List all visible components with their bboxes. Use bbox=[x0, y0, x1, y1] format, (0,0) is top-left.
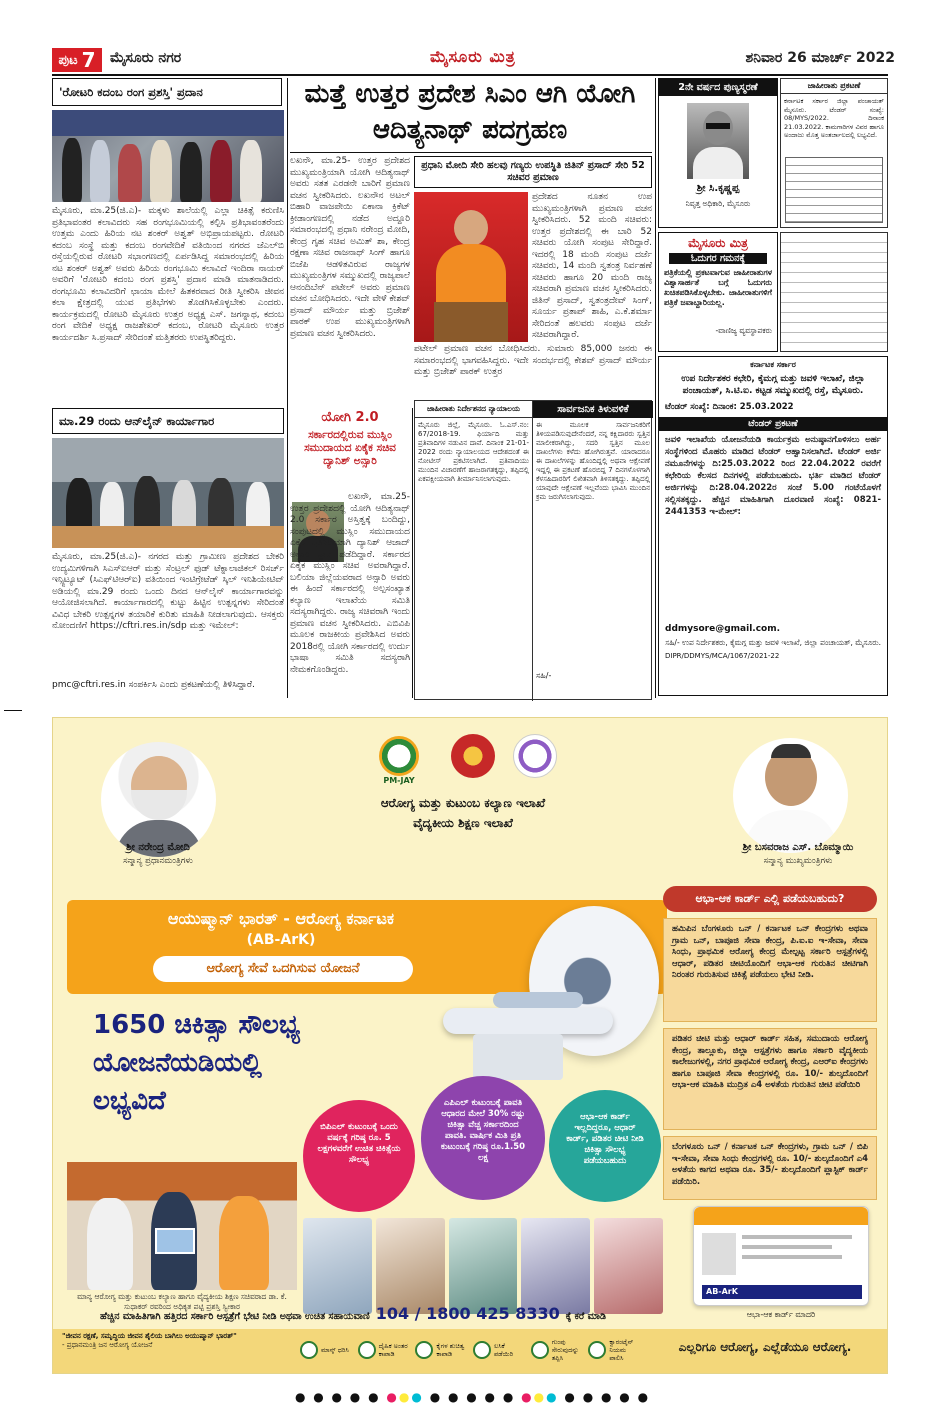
notices-box bbox=[414, 400, 652, 700]
award-ceremony-photo bbox=[67, 1162, 297, 1290]
lead-subhead bbox=[414, 156, 652, 188]
zp-tender-table-2 bbox=[780, 232, 888, 352]
treatment-photo-1 bbox=[303, 1218, 372, 1314]
covid-icon-vaccine-label: ಲಸಿಕೆ ಪಡೆಯಿರಿ bbox=[494, 1342, 513, 1358]
card-photo bbox=[702, 1233, 736, 1275]
pm-title: ಸನ್ಮಾನ್ಯ ಪ್ರಧಾನಮಂತ್ರಿಗಳು bbox=[123, 856, 193, 866]
lead-headline: ಮತ್ತೆ ಉತ್ತರ ಪ್ರದೇಶ ಸಿಎಂ ಆಗಿ ಯೋಗಿ ಆದಿತ್ಯನಾಥ್ ಪದಗ್ರಹಣ bbox=[304, 79, 636, 145]
covid-icon-crowd-label: ಗುಂಪು ಸೇರುವುದನ್ನು ತಪ್ಪಿಸಿ bbox=[551, 1338, 579, 1362]
zp-tender-table bbox=[785, 157, 883, 223]
legal-notice-title: ಜಾಹೀರಾತು ನಿರ್ದೇಶನದ ನ್ಯಾಯಾಲಯ bbox=[415, 401, 532, 418]
left-headline-1-text: 'ರೋಟರಿ ಕದಂಬ ರಂಗ ಪ್ರಶಸ್ತಿ' ಪ್ರದಾನ bbox=[59, 85, 203, 99]
hand-wash-icon bbox=[415, 1341, 433, 1359]
where-question: ಆಭಾ-ಆಕ ಕಾರ್ಡ್ ಎಲ್ಲಿ ಪಡೆಯಬಹುದು? bbox=[663, 886, 877, 912]
obituary-note: ನಿವೃತ್ತ ಅಧಿಕಾರಿ, ಮೈಸೂರು bbox=[685, 199, 751, 208]
zp-tender-title: ಜಾಹೀರಾತು ಪ್ರಕಟಣೆ bbox=[781, 79, 887, 94]
pm-jay-logo bbox=[367, 736, 431, 788]
yogi-box-header bbox=[290, 410, 410, 490]
left-headline-1 bbox=[52, 78, 282, 106]
dateline: ಶನಿವಾರ 26 ಮಾರ್ಚ್ 2022 bbox=[745, 50, 895, 66]
obituary-name: ಶ್ರೀ ಸಿ.ಕೃಷ್ಣಪ್ಪ bbox=[696, 183, 740, 194]
ad-footer-slogan: ಎಲ್ಲರಿಗೂ ಆರೋಗ್ಯ, ಎಲ್ಲೆಡೆಯೂ ಆರೋಗ್ಯ. bbox=[678, 1340, 852, 1354]
obituary-box bbox=[658, 78, 778, 228]
treatment-photo-3 bbox=[449, 1218, 518, 1314]
lead-caption: ಪಟೇಲ್ ಪ್ರಮಾಣ ವಚನ ಬೋಧಿಸಿದರು. ಸುಮಾರು 85,000 ಜನರು ಈ ಸಮಾರಂಭದಲ್ಲಿ ಭಾಗವಹಿಸಿದ್ದರು. ಇದೇ ಸಂದರ್ಭದಲ್ಲಿ ಕೇಶವ್ ಪ್ರಸಾದ್ ಮೌರ್ಯ ಮತ್ತು ಬ್ರಿಜೇಶ್ ಪಾಠಕ್ ಉತ್ತರ bbox=[414, 344, 652, 377]
benefit-circle-apl-text: ಎಪಿಎಲ್ ಕುಟುಂಬಕ್ಕೆ ಪಾವತಿ ಆಧಾರದ ಮೇಲೆ 30% ರಷ್ಟು ಚಿಕಿತ್ಸಾ ವೆಚ್ಚ ಸರ್ಕಾರದಿಂದ ಪಾವತಿ. ವಾರ್ಷಿಕ ಮಿತಿ ಪ್ರತಿ ಕುಟುಂಬಕ್ಕೆ ಗರಿಷ್ಠ ರೂ.1.50 ಲಕ್ಷ bbox=[440, 1098, 526, 1163]
card-footer: AB-ArK bbox=[702, 1285, 862, 1299]
public-notice bbox=[533, 401, 653, 701]
govt-notice-email[interactable]: ddmysore@gmail.com. bbox=[665, 624, 781, 634]
covid-icons-row bbox=[300, 1330, 640, 1370]
ad-dept-1: ಆರೋಗ್ಯ ಮತ್ತು ಕುಟುಂಬ ಕಲ್ಯಾಣ ಇಲಾಖೆ bbox=[380, 796, 546, 810]
scheme-code: (AB-ArK) bbox=[246, 932, 316, 948]
where-option-3: ಬೆಂಗಳೂರು ಒನ್ / ಕರ್ನಾಟಕ ಒನ್ ಕೇಂದ್ರಗಳು, ಗ್ರಾಮ ಒನ್ / ಬಿಪಿ ಇ-ಸೇವಾ, ಸೇವಾ ಸಿಂಧು ಕೇಂದ್ರಗಳಲ್ಲಿ ರೂ. 10/- ಶುಲ್ಕದೊಂದಿಗೆ ಎ4 ಅಳತೆಯ ಕಾಗದ ಅಥವಾ ರೂ. 35/- ಶುಲ್ಕದೊಂದಿಗೆ ಪ್ಲಾಸ್ಟಿಕ್ ಕಾರ್ಡ್ ಪಡೆಯಿರಿ. bbox=[663, 1136, 877, 1200]
govt-notice-header: ಕರ್ನಾಟಕ ಸರ್ಕಾರ bbox=[750, 360, 796, 369]
masthead: ಮೈಸೂರು ಮಿತ್ರ bbox=[430, 47, 516, 66]
benefit-circle-card bbox=[549, 1090, 661, 1202]
footer-quote-source: - ಪ್ರಧಾನಮಂತ್ರಿ ಜನ ಆರೋಗ್ಯ ಯೋಜನೆ bbox=[62, 1341, 153, 1349]
helpline bbox=[100, 1304, 860, 1323]
column-rule-3 bbox=[655, 78, 656, 698]
readers-notice-body: ಪತ್ರಿಕೆಯಲ್ಲಿ ಪ್ರಕಟವಾಗುವ ಜಾಹೀರಾತುಗಳ ವಿಶ್ವಾಸಾರ್ಹತೆ ಬಗ್ಗೆ ಓದುಗರು ಖಚಿತಪಡಿಸಿಕೊಳ್ಳಬೇಕು. ಜಾಹೀರಾತುಗಳಿಗೆ ಪತ್ರಿಕೆ ಜವಾಬ್ದಾರಿಯಲ್ಲ. bbox=[664, 268, 772, 307]
covid-icon-crowd bbox=[531, 1330, 583, 1370]
scheme-title: ಆಯುಷ್ಮಾನ್ ಭಾರತ್ - ಆರೋಗ್ಯ ಕರ್ನಾಟಕ bbox=[167, 909, 395, 928]
cm-title: ಸನ್ಮಾನ್ಯ ಮುಖ್ಯಮಂತ್ರಿಗಳು bbox=[763, 856, 833, 866]
left-article-1-body: ಮೈಸೂರು, ಮಾ.25(ಜಿ.ಎ)- ಮಕ್ಕಳು ಶಾಲೆಯಲ್ಲಿ ಎಲ್ಲಾ ಚಿಕಿತ್ಸೆ ಕರುಣಿಸಿ ಪ್ರತಿಭಾವಂತರ ಕಲಾವಿದರು ಸಹ ರಂಗಭೂಮಿಯಲ್ಲಿ ಕಲ್ಪಿಸಿ ಪ್ರತಿಭಾವಂತರೆಂದು ಉತ್ತಮ ಎಂದು ಹಿರಿಯ ನಟ ಶಂಕರ್ ಅಶ್ವತ್ ಅಭಿಪ್ರಾಯಪಟ್ಟರು. ರೋಟರಿ ಕದಂಬ ಸಂಸ್ಥೆ ಮತ್ತು ಕದಂಬ ರಂಗವೇದಿಕೆ ವತಿಯಿಂದ ನಗರದ ಜೆಎಲ್‌ಬಿ ರಸ್ತೆಯಲ್ಲಿರುವ ರೋಟರಿ ಸಭಾಂಗಣದಲ್ಲಿ ಏರ್ಪಡಿಸಿದ್ದ ಸಮಾರಂಭದಲ್ಲಿ ಹಿರಿಯ ನಟ ಶಂಕರ್ ಅಶ್ವತ್ ಅವರು ಹಿರಿಯ ರಂಗಭೂಮಿ ಕಲಾವಿದೆ ಇಂದಿರಾ ನಾಯರ್ ಅವರಿಗೆ 'ರೋಟರಿ ಕದಂಬ ರಂಗ ಪ್ರಶಸ್ತಿ' ಪ್ರದಾನ ಮಾಡಿ ಮಾತನಾಡಿದರು. ರಂಗಭೂಮಿ ಕಲಾವಿದರಿಗೆ ಛಾಯಾ ಮೇಲೆ ಹಿತಕರವಾದ ರೀತಿ ಸ್ವೀಕರಿಸಿ ಜೀವನ ಕಲಾ ಕ್ಷೇತ್ರದಲ್ಲಿ ಯುವ ಪ್ರತಿಭೆಗಳು ತೊಡಗಿಸಿಕೊಳ್ಳಬೇಕು ಎಂದರು. ಕಾರ್ಯಕ್ರಮದಲ್ಲಿ ರೋಟರಿ ಮೈಸೂರು ಉತ್ತರ ಅಧ್ಯಕ್ಷ ಎಸ್. ಜಗನ್ನಾಥ, ಕದಂಬ ರಂಗ ವೇದಿಕೆ ಅಧ್ಯಕ್ಷ ರಾಜಶೇಖರ್ ಕದಂಬ, ರೋಟರಿ ಮೈಸೂರು ಉತ್ತರ ಕಾರ್ಯದರ್ಶಿ ಸಿ.ಪ್ರಸಾದ್ ಸೇರಿದಂತೆ ಮತ್ತಿತರರು ಉಪಸ್ಥಿತರಿದ್ದರು. bbox=[52, 206, 284, 343]
ad-footer-quote bbox=[62, 1332, 292, 1368]
big-line-2: ಯೋಜನೆಯಡಿಯಲ್ಲಿ bbox=[93, 1048, 262, 1078]
where-option-2: ಪಡಿತರ ಚೀಟಿ ಮತ್ತು ಆಧಾರ್ ಕಾರ್ಡ್ ಸಹಿತ, ಸಮುದಾಯ ಆರೋಗ್ಯ ಕೇಂದ್ರ, ತಾಲ್ಲೂಕು, ಜಿಲ್ಲಾ ಆಸ್ಪತ್ರೆಗಳು ಹಾಗೂ ಸರ್ಕಾರಿ ವೈದ್ಯಕೀಯ ಕಾಲೇಜುಗಳಲ್ಲಿ, ನಗರ ಪ್ರಾಥಮಿಕ ಆರೋಗ್ಯ ಕೇಂದ್ರ, ಎಆರ್‌ಐ ಕೇಂದ್ರಗಳು ಹಾಗೂ ಬಾಪೂಜಿ ಸೇವಾ ಕೇಂದ್ರಗಳಲ್ಲಿ ರೂ. 10/- ಶುಲ್ಕದೊಂದಿಗೆ ಆಭಾ-ಆಕ ಮಾಹಿತಿ ಮುದ್ರಿತ ಎ4 ಅಳತೆಯ ಗುರುತಿನ ಚೀಟಿ ಪಡೆಯಿರಿ bbox=[663, 1028, 877, 1130]
left-article-2-link[interactable]: pmc@cftri.res.in ಸಂಪರ್ಕಿಸಿ ಎಂದು ಪ್ರಕಟಣೆಯಲ್ಲಿ ತಿಳಿಸಿದ್ದಾರೆ. bbox=[52, 680, 255, 690]
pm-jay-label: PM-JAY bbox=[383, 776, 415, 785]
benefit-circle-bpl-text: ಬಿಪಿಎಲ್ ಕುಟುಂಬಕ್ಕೆ ಒಂದು ವರ್ಷಕ್ಕೆ ಗರಿಷ್ಠ ರೂ. 5 ಲಕ್ಷಗಳವರೆಗೆ ಉಚಿತ ಚಿಕಿತ್ಸೆಯ ಸೌಲಭ್ಯ bbox=[317, 1122, 401, 1165]
covid-icon-hands-label: ಕೈಗಳ ಶುಚಿತ್ವ ಕಾಪಾಡಿ bbox=[436, 1342, 465, 1358]
lead-body-left: ಲಖನೌ, ಮಾ.25- ಉತ್ತರ ಪ್ರದೇಶದ ಮುಖ್ಯಮಂತ್ರಿಯಾಗಿ ಯೋಗಿ ಆದಿತ್ಯನಾಥ್ ಅವರು ಸತತ ಎರಡನೇ ಬಾರಿಗೆ ಪ್ರಮಾಣ ವಚನ ಸ್ವೀಕರಿಸಿದರು. ಲಖನೌನ ಅಟಲ್ ಬಿಹಾರಿ ವಾಜಪೇಯಿ ಏಕಾನಾ ಕ್ರಿಕೆಟ್ ಕ್ರೀಡಾಂಗಣದಲ್ಲಿ ನಡೆದ ಅದ್ದೂರಿ ಸಮಾರಂಭದಲ್ಲಿ ಪ್ರಧಾನಿ ನರೇಂದ್ರ ಮೋದಿ, ಕೇಂದ್ರ ಗೃಹ ಸಚಿವ ಅಮಿತ್ ಶಾ, ಕೇಂದ್ರ ರಕ್ಷಣಾ ಸಚಿವ ರಾಜನಾಥ್ ಸಿಂಗ್ ಹಾಗೂ ಬಿಜೆಪಿ ಆಡಳಿತವಿರುವ ರಾಜ್ಯಗಳ ಮುಖ್ಯಮಂತ್ರಿಗಳ ಸಮ್ಮುಖದಲ್ಲಿ ರಾಜ್ಯಪಾಲೆ ಆನಂದಿಬೆನ್ ಪಟೇಲ್ ಅವರು ಪ್ರಮಾಣ ವಚನ ಬೋಧಿಸಿದರು. ಇದೇ ವೇಳೆ ಕೇಶವ್ ಪ್ರಸಾದ್ ಮೌರ್ಯ ಮತ್ತು ಬ್ರಿಜೇಶ್ ಪಾಠಕ್ ಉಪ ಮುಖ್ಯಮಂತ್ರಿಗಳಾಗಿ ಪ್ರಮಾಣ ವಚನ ಸ್ವೀಕರಿಸಿದರು. bbox=[290, 156, 410, 339]
vaccine-icon bbox=[473, 1341, 491, 1359]
obituary-photo bbox=[687, 103, 749, 179]
yogi-box-subtitle: ಸರ್ಕಾರದಲ್ಲಿರುವ ಮುಸ್ಲಿಂ ಸಮುದಾಯದ ಏಕೈಕ ಸಚಿವ ದ್ಯಾನಿಶ್ ಅನ್ಸಾರಿ bbox=[304, 429, 396, 467]
column-rule-1 bbox=[287, 78, 288, 698]
podium bbox=[434, 302, 508, 342]
section-title: ಮೈಸೂರು ನಗರ bbox=[110, 50, 182, 66]
covid-icon-hands bbox=[415, 1330, 467, 1370]
helpline-suffix: ಕ್ಕೆ ಕರೆ ಮಾಡಿ bbox=[565, 1311, 606, 1322]
benefit-circle-bpl bbox=[303, 1100, 415, 1212]
sample-abark-card bbox=[693, 1206, 869, 1306]
public-notice-body: ಈ ಮೂಲಕ ಸಾರ್ವಜನಿಕರಿಗೆ ತಿಳಿಯಪಡಿಸುವುದೇನೆಂದರೆ, ನನ್ನ ಕಕ್ಷಿದಾರರು ಸ್ವತ್ತಿನ ಮಾಲೀಕರಾಗಿದ್ದು, ಸದರಿ ಸ್ವತ್ತಿನ ಮೂಲ ದಾಖಲೆಗಳು ಕಳೆದು ಹೋಗಿರುತ್ತವೆ. ಯಾರಾದರೂ ಈ ದಾಖಲೆಗಳನ್ನು ಹೊಂದಿದ್ದಲ್ಲಿ ಅಥವಾ ಆಕ್ಷೇಪಣೆ ಇದ್ದಲ್ಲಿ ಈ ಪ್ರಕಟಣೆ ಹೊರಬಿದ್ದ 7 ದಿನಗಳೊಳಗಾಗಿ ಕೆಳಸಹಿದಾರರಿಗೆ ಲಿಖಿತವಾಗಿ ತಿಳಿಸತಕ್ಕದ್ದು. ತಪ್ಪಿದಲ್ಲಿ ಯಾವುದೇ ಆಕ್ಷೇಪಣೆ ಇಲ್ಲವೆಂದು ಭಾವಿಸಿ ಮುಂದಿನ ಕ್ರಮ ಜರುಗಿಸಲಾಗುವುದು. bbox=[536, 421, 650, 501]
public-notice-signature: ಸಹಿ/- bbox=[536, 671, 552, 680]
lead-headline-rule bbox=[290, 152, 652, 153]
treatment-photos-strip bbox=[303, 1218, 663, 1314]
readers-notice-masthead: ಮೈಸೂರು ಮಿತ್ರ bbox=[688, 236, 748, 250]
pm-portrait bbox=[101, 742, 216, 857]
legal-notice-body: ಮೈಸೂರು ಜಿಲ್ಲೆ, ಮೈಸೂರು. ಓ.ಎಸ್.ನಂ: 67/2018-19. ಫಿರ್ಯಾದಿ ಮತ್ತು ಪ್ರತಿವಾದಿಗಳ ನಡುವಿನ ದಾವೆ. ದಿನಾಂಕ 21-01-2022 ರಂದು ನ್ಯಾಯಾಲಯದ ಆದೇಶದಂತೆ ಈ ನೋಟೀಸ್ ಪ್ರಕಟಿಸಲಾಗಿದೆ. ಪ್ರತಿವಾದಿಯು ಮುಂದಿನ ವಿಚಾರಣೆಗೆ ಹಾಜರಾಗತಕ್ಕದ್ದು, ತಪ್ಪಿದಲ್ಲಿ ಏಕಪಕ್ಷೀಯವಾಗಿ ತೀರ್ಮಾನಿಸಲಾಗುವುದು. bbox=[418, 421, 529, 483]
left-headline-2 bbox=[52, 408, 284, 434]
covid-icon-distance-label: ದೈಹಿಕ ಅಂತರ ಕಾಪಾಡಿ bbox=[378, 1342, 408, 1358]
scheme-tagline: ಆರೋಗ್ಯ ಸೇವೆ ಒದಗಿಸುವ ಯೋಜನೆ bbox=[153, 956, 413, 982]
footer-quote-text: "ಜೀವನ ರಕ್ಷಣೆ, ಸಮೃದ್ಧಿಯ ಜೀವನ ಶೈಲಿಯ ಬಾಗಿಲು ಅಯುಷ್ಮಾನ್ ಭಾರತ್" bbox=[62, 1332, 237, 1340]
column-rule-2 bbox=[412, 408, 413, 698]
helpline-text: ಹೆಚ್ಚಿನ ಮಾಹಿತಿಗಾಗಿ ಹತ್ತಿರದ ಸರ್ಕಾರಿ ಆಸ್ಪತ್ರೆಗೆ ಭೇಟಿ ನೀಡಿ ಅಥವಾ ಉಚಿತ ಸಹಾಯವಾಣಿ bbox=[100, 1311, 370, 1322]
zp-tender-notice bbox=[780, 78, 888, 228]
yogi-box-body: ಲಖನೌ, ಮಾ.25- ಉತ್ತರ ಪ್ರದೇಶದಲ್ಲಿ ಯೋಗಿ ಆದಿತ್ಯನಾಥ್ 2.0 ಸರ್ಕಾರ ಅಸ್ತಿತ್ವಕ್ಕೆ ಬಂದಿದ್ದು, ಸಂಪುಟದಲ್ಲಿ ಮುಸ್ಲಿಂ ಸಮುದಾಯದ ಏಕೈಕ ಪ್ರತಿನಿಧಿಯಾಗಿ ದ್ಯಾನಿಶ್ ಆಜಾದ್ ಅನ್ಸಾರಿ ಸ್ಥಾನ ಪಡೆದಿದ್ದಾರೆ. ಸರ್ಕಾರದ ಏಕೈಕ ಮುಸ್ಲಿಂ ಸಚಿವ ಅವರಾಗಿದ್ದಾರೆ. ಬಲಿಯಾ ಜಿಲ್ಲೆಯವರಾದ ಅನ್ಸಾರಿ ಅವರು ಈ ಹಿಂದೆ ಸರ್ಕಾರದಲ್ಲಿ ಅಲ್ಪಸಂಖ್ಯಾತ ಕಲ್ಯಾಣ ಇಲಾಖೆಯ ಸಮಿತಿ ಸದಸ್ಯರಾಗಿದ್ದರು. ರಾಜ್ಯ ಸಚಿವರಾಗಿ ಇಂದು ಪ್ರಮಾಣ ವಚನ ಸ್ವೀಕರಿಸಿದರು. ಎಬಿವಿಪಿ ಮೂಲಕ ರಾಜಕೀಯ ಪ್ರವೇಶಿಸಿದ ಅವರು 2018ರಲ್ಲಿ ಯೋಗಿ ಸರ್ಕಾರದಲ್ಲಿ ಉರ್ದು ಭಾಷಾ ಸಮಿತಿ ಸದಸ್ಯರಾಗಿ ನೇಮಕಗೊಂಡಿದ್ದರು. bbox=[290, 492, 410, 675]
govt-tender-notice bbox=[658, 356, 888, 696]
zp-tender-body: ಕರ್ನಾಟಕ ಸರ್ಕಾರ ಜಿಲ್ಲಾ ಪಂಚಾಯತ್ ಮೈಸೂರು. ಟೆಂಡರ್ ಸಂಖ್ಯೆ: 08/MYS/2022. ದಿನಾಂಕ 21.03.2022. ಕಾಮಗಾರಿಗಳ ವಿವರ ಹಾಗೂ ಅಂದಾಜು ಮೊತ್ತ ಅಂತರ್ಜಾಲದಲ್ಲಿ ಲಭ್ಯವಿದೆ. bbox=[784, 97, 884, 139]
readers-notice-box bbox=[658, 232, 778, 352]
rotary-award-photo bbox=[52, 110, 284, 202]
karnataka-emblem bbox=[451, 734, 495, 778]
govt-notice-code: DIPR/DDMYS/MCA/1067/2021-22 bbox=[665, 652, 780, 660]
lead-body-right: ಪ್ರದೇಶದ ನೂತನ ಉಪ ಮುಖ್ಯಮಂತ್ರಿಗಳಾಗಿ ಪ್ರಮಾಣ ವಚನ ಸ್ವೀಕರಿಸಿದರು. 52 ಮಂದಿ ಸಚಿವರು: ಉತ್ತರ ಪ್ರದೇಶದಲ್ಲಿ ಈ ಬಾರಿ 52 ಸಚಿವರು ಯೋಗಿ ಸಂಪುಟ ಸೇರಿದ್ದಾರೆ. ಇದರಲ್ಲಿ 18 ಮಂದಿ ಸಂಪುಟ ದರ್ಜೆ ಸಚಿವರು, 14 ಮಂದಿ ಸ್ವತಂತ್ರ ನಿರ್ವಹಣೆ ಸಚಿವರು ಹಾಗೂ 20 ಮಂದಿ ರಾಜ್ಯ ಸಚಿವರಾಗಿ ಪ್ರಮಾಣ ವಚನ ಸ್ವೀಕರಿಸಿದರು. ಜಿತಿನ್ ಪ್ರಸಾದ್, ಸ್ವತಂತ್ರದೇವ್ ಸಿಂಗ್, ಸೂರ್ಯ ಪ್ರತಾಪ್ ಶಾಹಿ, ಎ.ಕೆ.ಶರ್ಮಾ ಸೇರಿದಂತೆ ಹಲವರು ಸಂಪುಟ ದರ್ಜೆ ಸಚಿವರಾಗಿದ್ದಾರೆ. bbox=[532, 192, 652, 340]
yogi-box-title: ಯೋಗಿ 2.0 bbox=[321, 410, 379, 425]
page-number-badge bbox=[52, 48, 102, 72]
bakery-workshop-photo bbox=[52, 438, 284, 548]
govt-notice-ref: ಟೆಂಡರ್ ಸಂಖ್ಯೆ: ದಿನಾಂಕ: 25.03.2022 bbox=[665, 402, 794, 412]
yogi-oath-photo bbox=[414, 192, 528, 342]
big-line-3: ಲಭ್ಯವಿದೆ bbox=[93, 1086, 166, 1116]
print-registration-dots: ● ● ● ● ● ●●● ● ● ● ● ● ●●● ● ● ● ● ● bbox=[294, 1390, 651, 1404]
govt-notice-dept: ಉಪ ನಿರ್ದೇಶಕರ ಕಛೇರಿ, ಕೈಮಗ್ಗ ಮತ್ತು ಜವಳಿ ಇಲಾಖೆ, ಜಿಲ್ಲಾ ಪಂಚಾಯತ್, ಸಿ.ಟಿ.ಐ. ಕಟ್ಟಡ ಸಮ್ಮುಖದಲ್ಲಿ ರಸ್ತೆ, ಮೈಸೂರು. bbox=[681, 374, 865, 396]
cm-name: ಶ್ರೀ ಬಸವರಾಜ ಎಸ್. ಬೊಮ್ಮಾಯಿ bbox=[742, 842, 854, 853]
left-article-2-body: ಮೈಸೂರು, ಮಾ.25(ಜಿ.ಎ)- ನಗರದ ಮತ್ತು ಗ್ರಾಮೀಣ ಪ್ರದೇಶದ ಬೇಕರಿ ಉದ್ಯಮಿಗಳಿಗಾಗಿ ಸಿಎಸ್ಐಆರ್ ಮತ್ತು ಸೆಂಟ್ರಲ್ ಫುಡ್ ಟೆಕ್ನಾಲಾಜಿಕಲ್ ರಿಸರ್ಚ್ ಇನ್ಸ್ಟಿಟ್ಯೂಟ್ (ಸಿಎಫ್‌ಟಿಆರ್‌ಐ) ವತಿಯಿಂದ ಇಂಟಿಗ್ರೇಟೆಡ್ ಸ್ಕಿಲ್ ಇನಿಶಿಯೇಟಿವ್ ಅಡಿಯಲ್ಲಿ ಮಾ.29 ರಂದು ಒಂದು ದಿನದ ಆನ್‌ಲೈನ್ ಕಾರ್ಯಾಗಾರವನ್ನು ಆಯೋಜಿಸಲಾಗಿದೆ. ಕಾರ್ಯಾಗಾರದಲ್ಲಿ ಕುಟ್ಟು ಹಿಟ್ಟಿನ ಉತ್ಪನ್ನಗಳು ಸೇರಿದಂತೆ ವಿವಿಧ ಬೇಕರಿ ಉತ್ಪನ್ನಗಳ ತಯಾರಿಕೆ ಕುರಿತು ಮಾಹಿತಿ ನೀಡಲಾಗುವುದು. ಆಸಕ್ತರು ನೋಂದಣಿಗೆ https://cftri.res.in/sdp ಮತ್ತು ಇಮೇಲ್: bbox=[52, 552, 284, 631]
page-number: 7 bbox=[81, 48, 96, 72]
margin-mark bbox=[4, 710, 22, 711]
page-label: ಪುಟ bbox=[58, 52, 78, 68]
big-line-1: 1650 ಚಿಕಿತ್ಸಾ ಸೌಲಭ್ಯ bbox=[93, 1010, 301, 1040]
ad-dept-2: ವೈದ್ಯಕೀಯ ಶಿಕ್ಷಣ ಇಲಾಖೆ bbox=[413, 816, 513, 830]
banner-backdrop bbox=[52, 110, 284, 136]
treatment-photo-2 bbox=[376, 1218, 445, 1314]
sample-card-label: ಆಭಾ-ಆಕ ಕಾರ್ಡ್ ಮಾದರಿ bbox=[746, 1310, 816, 1319]
pm-name: ಶ್ರೀ ನರೇಂದ್ರ ಮೋದಿ bbox=[126, 842, 190, 853]
lead-subhead-text: ಪ್ರಧಾನಿ ಮೋದಿ ಸೇರಿ ಹಲವು ಗಣ್ಯರು ಉಪಸ್ಥಿತಿ ಜಿತಿನ್ ಪ್ರಸಾದ್ ಸೇರಿ 52 ಸಚಿವರ ಪ್ರಮಾಣ bbox=[421, 160, 645, 183]
covid-icon-mask-label: ಮಾಸ್ಕ್ ಧರಿಸಿ bbox=[321, 1346, 349, 1354]
covid-icon-quarantine bbox=[588, 1330, 640, 1370]
govt-notice-subhead: ಟೆಂಡರ್ ಪ್ರಕಟಣೆ bbox=[659, 417, 887, 431]
crowd-icon bbox=[531, 1341, 549, 1359]
govt-notice-signature: ಸಹಿ/- ಉಪ ನಿರ್ದೇಶಕರು, ಕೈಮಗ್ಗ ಮತ್ತು ಜವಳಿ ಇಲಾಖೆ, ಜಿಲ್ಲಾ ಪಂಚಾಯತ್, ಮೈಸೂರು. bbox=[665, 638, 881, 647]
where-option-1: ಹಮಿಪಿನ ಬೆಂಗಳೂರು ಒನ್ / ಕರ್ನಾಟಕ ಒನ್ ಕೇಂದ್ರಗಳು ಅಥವಾ ಗ್ರಾಮ ಒನ್, ಬಾಪೂಜಿ ಸೇವಾ ಕೇಂದ್ರ, ಪಿ.ಐ.ಐ ಇ-ಸೇವಾ, ಸೇವಾ ಸಿಂಧು, ಪ್ರಾಥಮಿಕ ಆರೋಗ್ಯ ಕೇಂದ್ರ ಮೇಲ್ಪಟ್ಟ ಸರ್ಕಾರಿ ಆಸ್ಪತ್ರೆಗಳಲ್ಲಿ ಆಧಾರ್, ಪಡಿತರ ಚೀಟಿಯೊಂದಿಗೆ ಆಭಾ-ಆಕ ಗುರುತಿನ ಚೀಟಿಗಾಗಿ ನಿರಂತರ ಗುರುತಿಸುವ ಚಿಕಿತ್ಸೆ ಪಡೆಯಲು ಭೇಟಿ ನೀಡಿ. bbox=[663, 918, 877, 1022]
public-notice-title: ಸಾರ್ವಜನಿಕ ತಿಳುವಳಿಕೆ bbox=[533, 401, 653, 418]
award-plaque bbox=[155, 1228, 195, 1254]
award-photo-caption: ಮಾನ್ಯ ಆರೋಗ್ಯ ಮತ್ತು ಕುಟುಂಬ ಕಲ್ಯಾಣ ಹಾಗೂ ವೈದ್ಯಕೀಯ ಶಿಕ್ಷಣ ಸಚಿವರಾದ ಡಾ. ಕೆ. ಸುಧಾಕರ್ ರವರಿಂದ ಅಧಿಕೃತ ಪಟ್ಟಿ ಪ್ರಶಸ್ತಿ ಸ್ವೀಕಾರ bbox=[77, 1292, 287, 1311]
health-dept-logo bbox=[513, 734, 557, 778]
govt-notice-body: ಜವಳಿ ಇಲಾಖೆಯ ಯೋಜನೆಯಡಿ ಕಾರ್ಯಕ್ರಮ ಅನುಷ್ಠಾನಗೊಳಿಸಲು ಅರ್ಹ ಸಂಸ್ಥೆಗಳಿಂದ ಮೊಹರು ಮಾಡಿದ ಟೆಂಡರ್ ಆಹ್ವಾನಿಸಲಾಗಿದೆ. ಟೆಂಡರ್ ಅರ್ಜಿ ನಮೂನೆಗಳನ್ನು ದಿ:25.03.2022 ರಿಂದ 22.04.2022 ರವರೆಗೆ ಕಛೇರಿಯ ಕೆಲಸದ ದಿನಗಳಲ್ಲಿ ಪಡೆಯಬಹುದು. ಭರ್ತಿ ಮಾಡಿದ ಟೆಂಡರ್ ಅರ್ಜಿಗಳನ್ನು ದಿ:28.04.2022ರ ಸಂಜೆ 5.00 ಗಂಟೆಯೊಳಗೆ ಸಲ್ಲಿಸತಕ್ಕದ್ದು. ಹೆಚ್ಚಿನ ಮಾಹಿತಿಗಾಗಿ ದೂರವಾಣಿ ಸಂಖ್ಯೆ: 0821-2441353 ಇ-ಮೇಲ್: bbox=[665, 435, 881, 517]
ayushman-bharat-ad bbox=[52, 717, 888, 1374]
quarantine-icon bbox=[588, 1341, 606, 1359]
obituary-title: 2ನೇ ವರ್ಷದ ಪುಣ್ಯಸ್ಮರಣೆ bbox=[659, 79, 777, 96]
readers-notice-sign: -ವಾಣಿಜ್ಯ ವ್ಯವಸ್ಥಾಪಕರು bbox=[715, 326, 772, 335]
covid-icon-mask bbox=[300, 1330, 352, 1370]
benefit-circle-apl bbox=[421, 1076, 545, 1200]
ct-scanner-illustration bbox=[433, 898, 663, 1098]
treatment-photo-4 bbox=[521, 1218, 590, 1314]
distance-icon bbox=[358, 1341, 376, 1359]
bread-table bbox=[52, 526, 284, 548]
covid-icon-quarantine-label: ಕ್ವಾರಂಟೈನ್ ನಿಯಮ ಪಾಲಿಸಿ bbox=[609, 1338, 634, 1362]
card-header-stripe bbox=[694, 1207, 868, 1225]
benefit-circle-card-text: ಆಭಾ-ಆಕ ಕಾರ್ಡ್ ಇಲ್ಲದಿದ್ದರೂ, ಆಧಾರ್ ಕಾರ್ಡ್, ಪಡಿತರ ಚೀಟಿ ನೀಡಿ ಚಿಕಿತ್ಸಾ ಸೌಲಭ್ಯ ಪಡೆಯಬಹುದು bbox=[566, 1112, 644, 1166]
readers-notice-subtitle: ಓದುಗರ ಗಮನಕ್ಕೆ bbox=[669, 253, 767, 264]
covid-icon-distance bbox=[358, 1330, 410, 1370]
treatment-photo-5 bbox=[594, 1218, 663, 1314]
helpline-number[interactable]: 104 / 1800 425 8330 bbox=[375, 1304, 560, 1323]
mask-icon bbox=[300, 1341, 318, 1359]
cm-portrait bbox=[733, 738, 848, 853]
face bbox=[454, 210, 488, 246]
legal-notice bbox=[415, 401, 533, 701]
left-headline-2-text: ಮಾ.29 ರಂದು ಆನ್‌ಲೈನ್ ಕಾರ್ಯಾಗಾರ bbox=[59, 414, 215, 428]
covid-icon-vaccine bbox=[473, 1330, 525, 1370]
